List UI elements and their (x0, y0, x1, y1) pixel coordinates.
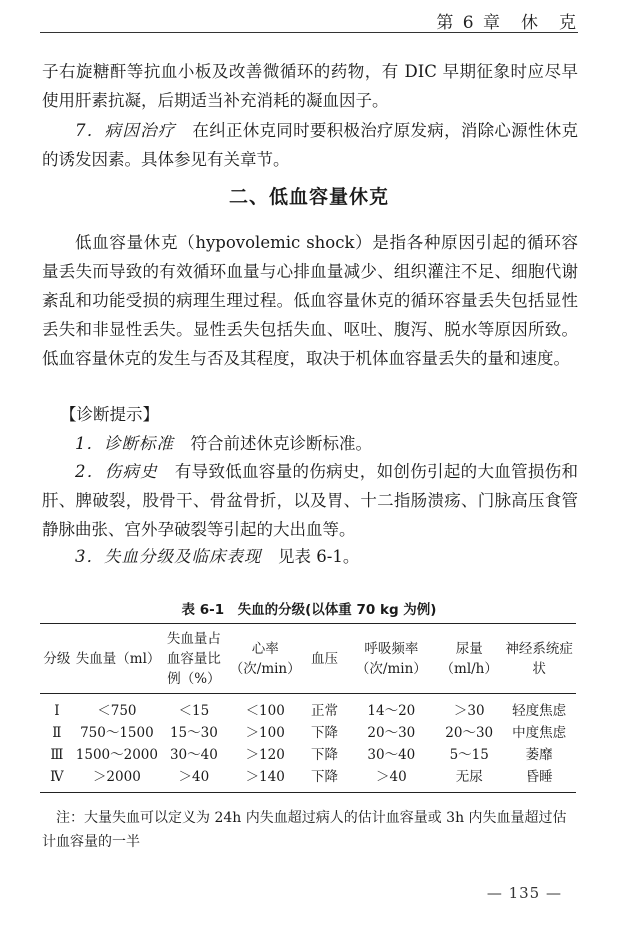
item-label: 1．诊断标准 (75, 434, 174, 453)
paragraph-etiology-treatment (42, 116, 578, 174)
table-row (40, 766, 576, 793)
paragraph-diagnostic-criteria (42, 429, 578, 458)
column-header: 尿量（ml/h） (436, 624, 502, 694)
item-label: 2．伤病史 (75, 462, 159, 481)
table-cell: 无尿 (436, 766, 502, 793)
table-row (40, 694, 576, 723)
table-cell: 30～40 (367, 747, 416, 763)
table-cell: 正常 (311, 703, 339, 719)
column-header: 呼吸频率（次/min） (346, 624, 436, 694)
table-row (40, 722, 576, 744)
paragraph-continuation: 子右旋糖酐等抗血小板及改善微循环的药物，有 DIC 早期征象时应尽早使用肝素抗凝，后期适当补充消耗的凝血因子。 (42, 62, 578, 110)
item-text: 符合前述休克诊断标准。 (174, 434, 372, 453)
table-caption: 表 6-1 失血的分级(以体重 70 kg 为例) (181, 602, 437, 618)
column-header: 失血量（ml） (74, 624, 160, 694)
paragraph-injury-history (42, 457, 578, 544)
table-cell: ＞100 (245, 725, 285, 741)
page-number: — 135 — (486, 884, 562, 902)
paragraph-diagnosis-heading: 【诊断提示】 (60, 405, 159, 424)
table-cell: Ⅳ (40, 766, 74, 793)
item-text: 有导致低血容量的伤病史，如创伤引起的大血管损伤和肝、脾破裂，股骨干、骨盆骨折，以及胃、十二指肠溃疡、门脉高压食管静脉曲张、宫外孕破裂等引起的大出血等。 (42, 462, 579, 539)
column-header: 分级 (40, 624, 74, 694)
table-cell: 下降 (303, 766, 347, 793)
section-title: 二、低血容量休克 (228, 186, 389, 208)
table-note: 注：大量失血可以定义为 24h 内失血超过病人的估计血容量或 3h 内失血量超过估计血容量的一半 (42, 810, 567, 850)
table-cell: ＜100 (245, 703, 285, 719)
table-cell: ＞40 (346, 766, 436, 793)
item-text: 见表 6-1。 (261, 547, 360, 566)
column-header: 神经系统症状 (502, 624, 576, 694)
column-header: 血压 (303, 624, 347, 694)
table-cell: 中度焦虑 (512, 725, 567, 741)
table-cell: 15～30 (169, 725, 218, 741)
running-header: 第 6 章 休 克 (436, 13, 578, 33)
table-cell: 下降 (311, 725, 339, 741)
table-cell: 轻度焦虑 (512, 703, 567, 719)
table-cell: ＞140 (228, 766, 303, 793)
table-cell: Ⅲ (50, 747, 64, 763)
table-cell: Ⅱ (52, 725, 62, 741)
table-cell: 昏睡 (502, 766, 576, 793)
table-cell: ＞40 (160, 766, 228, 793)
column-header: 心率（次/min） (228, 624, 303, 694)
table-cell: ＜15 (178, 703, 210, 719)
blood-loss-table (40, 623, 576, 793)
table-cell: 750～1500 (80, 725, 154, 741)
table-cell: ＞120 (245, 747, 285, 763)
paragraph-definition: 低血容量休克（hypovolemic shock）是指各种原因引起的循环容量丢失而导致的有效循环血量与心排血量减少、组织灌注不足、细胞代谢紊乱和功能受损的病理生理过程。低血容量休克的循环容量丢失包括显性丢失和非显性丢失。显性丢失包括失血、呕吐、腹泻、脱水等原因所致。低血容量休克的发生与否及其程度，取决于机体血容量丢失的量和速度。 (42, 233, 578, 368)
table-cell: ＞2000 (74, 766, 160, 793)
table-cell: ＞30 (453, 703, 485, 719)
table-cell: 1500～2000 (75, 747, 158, 763)
table-cell: 14～20 (367, 703, 416, 719)
header-rule (40, 32, 578, 33)
item-label: 7．病因治疗 (75, 121, 176, 140)
item-text: 在纠正休克同时要积极治疗原发病，消除心源性休克的诱发因素。具体参见有关章节。 (42, 121, 579, 169)
table-cell: Ⅰ (54, 703, 60, 719)
table-cell: 萎靡 (525, 747, 553, 763)
paragraph-blood-loss-grading (42, 542, 578, 571)
item-label: 3．失血分级及临床表现 (75, 547, 262, 566)
table-cell: 下降 (311, 747, 339, 763)
table-header-row (40, 624, 576, 694)
table-cell: 20～30 (445, 725, 494, 741)
table-cell: 5～15 (449, 747, 489, 763)
column-header: 失血量占血容量比例（%） (160, 624, 228, 694)
table-cell: 30～40 (169, 747, 218, 763)
table-row (40, 744, 576, 766)
table-cell: ＜750 (97, 703, 137, 719)
table-cell: 20～30 (367, 725, 416, 741)
